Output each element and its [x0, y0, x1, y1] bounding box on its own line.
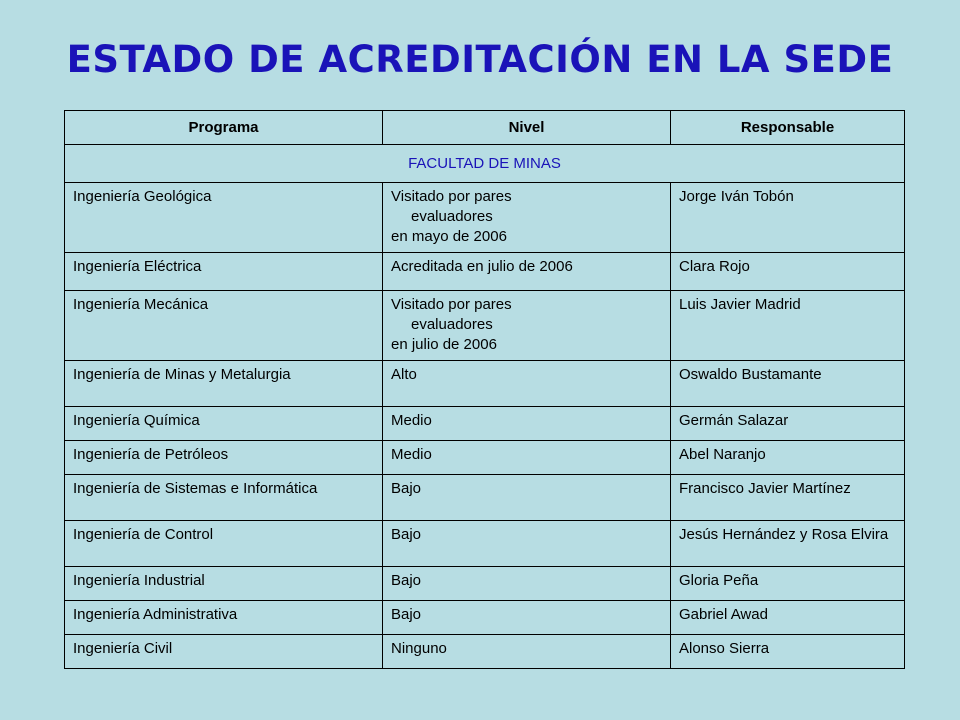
cell-responsable: Luis Javier Madrid	[671, 291, 905, 361]
table-row	[65, 407, 905, 441]
cell-responsable: Oswaldo Bustamante	[671, 361, 905, 407]
section-row	[65, 145, 905, 183]
nivel-line: Visitado por pares	[391, 188, 512, 205]
table-row	[65, 253, 905, 291]
nivel-line: Bajo	[391, 572, 422, 589]
header-responsable: Responsable	[671, 111, 905, 145]
header-programa: Programa	[65, 111, 383, 145]
cell-nivel	[383, 521, 671, 567]
cell-programa: Ingeniería Geológica	[65, 183, 383, 253]
nivel-line: Alto	[391, 366, 417, 383]
cell-programa: Ingeniería Eléctrica	[65, 253, 383, 291]
cell-nivel	[383, 601, 671, 635]
cell-nivel	[383, 361, 671, 407]
table-row	[65, 475, 905, 521]
cell-responsable: Francisco Javier Martínez	[671, 475, 905, 521]
cell-responsable: Alonso Sierra	[671, 635, 905, 669]
cell-programa: Ingeniería Industrial	[65, 567, 383, 601]
nivel-line: evaluadores	[411, 316, 493, 333]
cell-responsable: Gabriel Awad	[671, 601, 905, 635]
cell-nivel	[383, 635, 671, 669]
nivel-line: Visitado por pares	[391, 296, 512, 313]
cell-nivel	[383, 567, 671, 601]
cell-nivel	[383, 475, 671, 521]
cell-nivel	[383, 441, 671, 475]
table-row	[65, 521, 905, 567]
cell-programa: Ingeniería de Petróleos	[65, 441, 383, 475]
nivel-line: Bajo	[391, 606, 422, 623]
accreditation-table	[64, 110, 905, 669]
table-row	[65, 361, 905, 407]
table-row	[65, 601, 905, 635]
page-title: ESTADO DE ACREDITACIÓN EN LA SEDE	[66, 38, 894, 81]
cell-responsable: Abel Naranjo	[671, 441, 905, 475]
header-nivel: Nivel	[383, 111, 671, 145]
nivel-line: Bajo	[391, 526, 422, 543]
cell-responsable: Germán Salazar	[671, 407, 905, 441]
cell-programa: Ingeniería de Sistemas e Informática	[65, 475, 383, 521]
cell-programa: Ingeniería Administrativa	[65, 601, 383, 635]
cell-programa: Ingeniería de Control	[65, 521, 383, 567]
nivel-line: Medio	[391, 446, 432, 463]
table-header-row	[65, 111, 905, 145]
nivel-line: Bajo	[391, 480, 422, 497]
cell-programa: Ingeniería Civil	[65, 635, 383, 669]
table-row	[65, 635, 905, 669]
cell-programa: Ingeniería Mecánica	[65, 291, 383, 361]
nivel-line: Ninguno	[391, 640, 447, 657]
cell-responsable: Gloria Peña	[671, 567, 905, 601]
table-row	[65, 183, 905, 253]
cell-programa: Ingeniería Química	[65, 407, 383, 441]
nivel-line: en julio de 2006	[391, 336, 497, 353]
nivel-line: en mayo de 2006	[391, 228, 507, 245]
table-row	[65, 567, 905, 601]
nivel-line: Acreditada en julio de 2006	[391, 258, 573, 275]
cell-responsable: Clara Rojo	[671, 253, 905, 291]
cell-responsable: Jesús Hernández y Rosa Elvira	[671, 521, 905, 567]
cell-nivel	[383, 253, 671, 291]
nivel-line: Medio	[391, 412, 432, 429]
cell-nivel	[383, 291, 671, 361]
cell-nivel	[383, 407, 671, 441]
cell-responsable: Jorge Iván Tobón	[671, 183, 905, 253]
nivel-line: evaluadores	[411, 208, 493, 225]
section-title: FACULTAD DE MINAS	[65, 145, 905, 183]
table-row	[65, 291, 905, 361]
cell-nivel	[383, 183, 671, 253]
table-row	[65, 441, 905, 475]
cell-programa: Ingeniería de Minas y Metalurgia	[65, 361, 383, 407]
